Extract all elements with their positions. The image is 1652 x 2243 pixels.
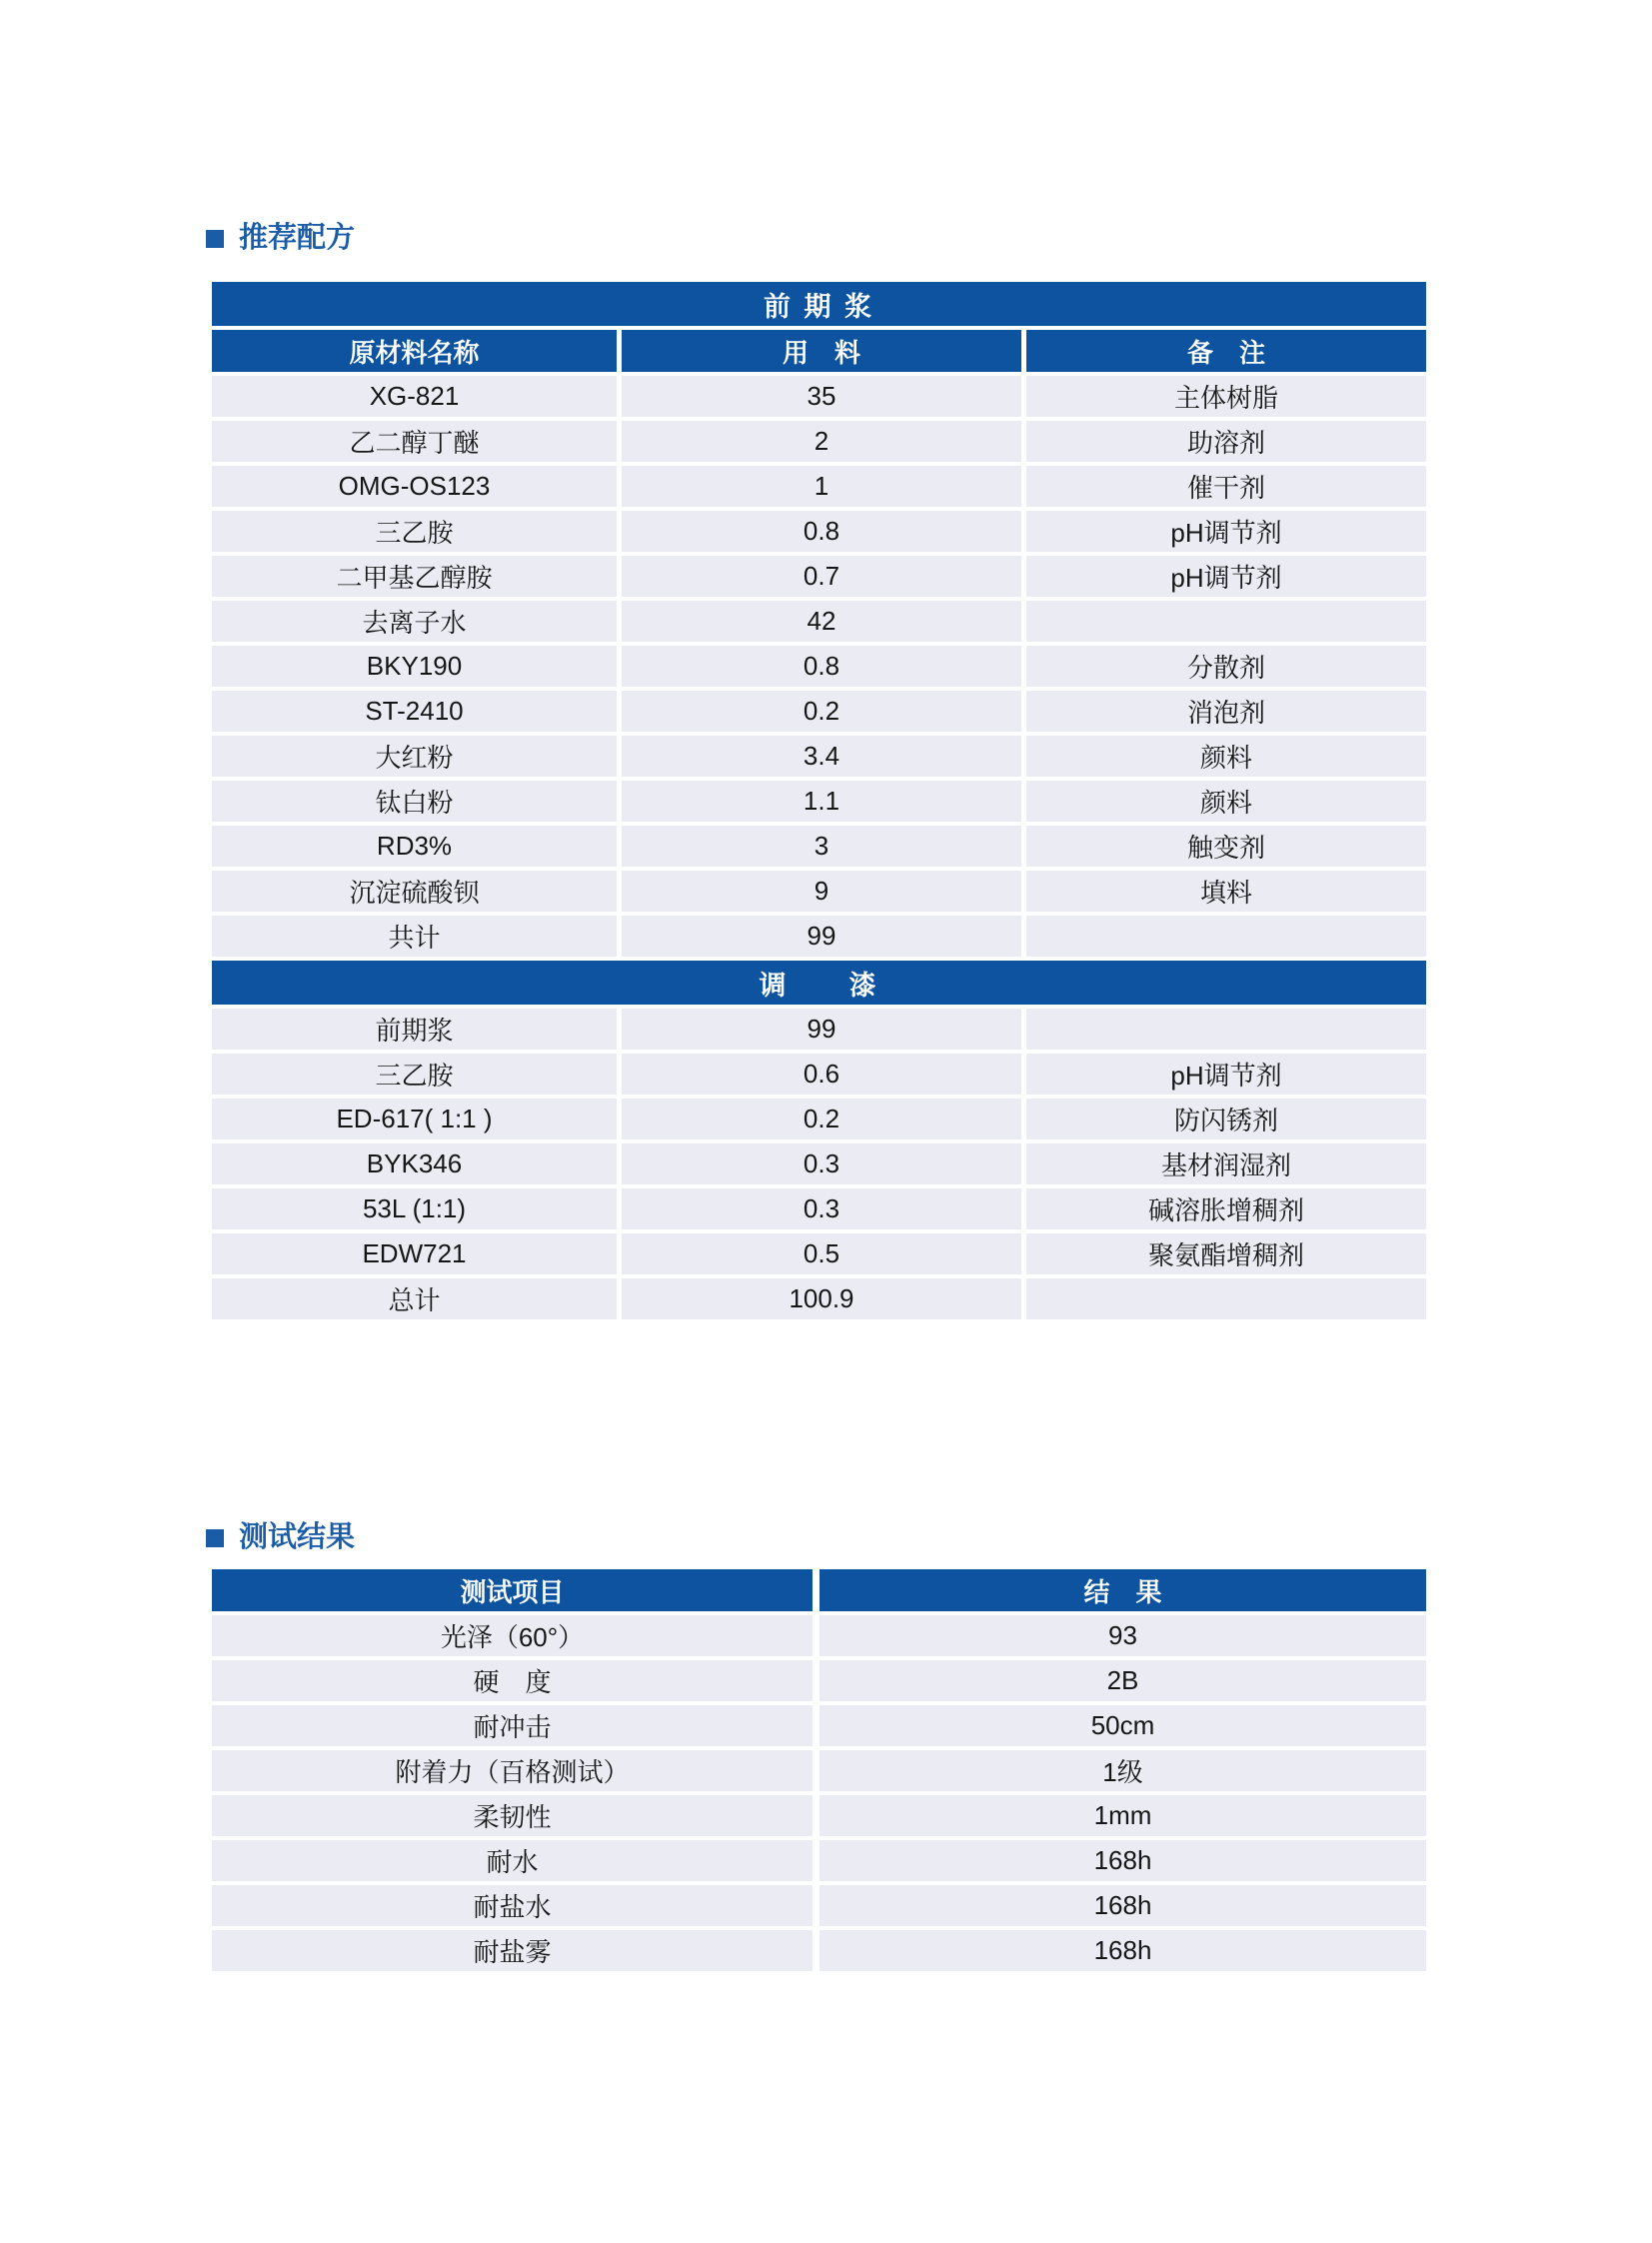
amount-cell: 0.8 <box>622 511 1021 552</box>
test-result-rows <box>212 1615 1426 1971</box>
material-cell: ED-617( 1:1 ) <box>212 1099 617 1139</box>
amount-cell: 2 <box>622 421 1021 462</box>
material-cell: EDW721 <box>212 1233 617 1274</box>
amount-cell: 0.8 <box>622 646 1021 687</box>
test-results-table <box>212 1569 1426 1971</box>
test-item-cell: 硬 度 <box>212 1660 813 1701</box>
material-cell: 总计 <box>212 1278 617 1319</box>
material-cell: 大红粉 <box>212 736 617 777</box>
amount-cell: 0.2 <box>622 691 1021 732</box>
table-row <box>212 736 1426 777</box>
formula-part1-rows <box>212 376 1426 957</box>
material-cell: XG-821 <box>212 376 617 417</box>
amount-cell: 0.5 <box>622 1233 1021 1274</box>
table-row <box>212 1233 1426 1274</box>
table-row <box>212 421 1426 462</box>
table-row <box>212 871 1426 912</box>
section-title-text: 测试结果 <box>239 1521 356 1553</box>
remark-cell: 聚氨酯增稠剂 <box>1026 1233 1426 1274</box>
result-cell: 93 <box>820 1615 1426 1656</box>
column-header-result: 结 果 <box>820 1569 1426 1611</box>
table-row <box>212 826 1426 867</box>
table-row <box>212 556 1426 597</box>
test-item-cell: 耐盐水 <box>212 1885 813 1926</box>
amount-cell: 100.9 <box>622 1278 1021 1319</box>
amount-cell: 9 <box>622 871 1021 912</box>
table-row <box>212 1705 1426 1746</box>
table-row <box>212 1188 1426 1229</box>
material-cell: 钛白粉 <box>212 781 617 822</box>
table-row <box>212 1099 1426 1139</box>
section-bullet-icon <box>206 1529 224 1547</box>
test-item-cell: 光泽（60°） <box>212 1615 813 1656</box>
amount-cell: 3 <box>622 826 1021 867</box>
material-cell: ST-2410 <box>212 691 617 732</box>
test-column-header-row <box>212 1569 1426 1611</box>
remark-cell <box>1026 916 1426 957</box>
amount-cell: 42 <box>622 601 1021 642</box>
material-cell: 前期浆 <box>212 1009 617 1050</box>
column-header-remark: 备 注 <box>1026 330 1426 372</box>
remark-cell: 分散剂 <box>1026 646 1426 687</box>
remark-cell: 颜料 <box>1026 736 1426 777</box>
remark-cell: 主体树脂 <box>1026 376 1426 417</box>
amount-cell: 99 <box>622 916 1021 957</box>
result-cell: 1级 <box>820 1750 1426 1791</box>
table-row <box>212 691 1426 732</box>
remark-cell: 催干剂 <box>1026 466 1426 507</box>
table-row <box>212 1054 1426 1095</box>
remark-cell: 防闪锈剂 <box>1026 1099 1426 1139</box>
formula-table <box>212 282 1426 1319</box>
result-cell: 168h <box>820 1840 1426 1881</box>
remark-cell: pH调节剂 <box>1026 1054 1426 1095</box>
column-header-material: 原材料名称 <box>212 330 617 372</box>
material-cell: 乙二醇丁醚 <box>212 421 617 462</box>
material-cell: 沉淀硫酸钡 <box>212 871 617 912</box>
amount-cell: 0.3 <box>622 1143 1021 1184</box>
remark-cell: 消泡剂 <box>1026 691 1426 732</box>
remark-cell <box>1026 601 1426 642</box>
material-cell: BYK346 <box>212 1143 617 1184</box>
section-title-text: 推荐配方 <box>239 222 356 254</box>
amount-cell: 99 <box>622 1009 1021 1050</box>
test-item-cell: 耐水 <box>212 1840 813 1881</box>
remark-cell: 基材润湿剂 <box>1026 1143 1426 1184</box>
material-cell: 去离子水 <box>212 601 617 642</box>
test-item-cell: 柔韧性 <box>212 1795 813 1836</box>
remark-cell: pH调节剂 <box>1026 556 1426 597</box>
material-cell: 二甲基乙醇胺 <box>212 556 617 597</box>
amount-cell: 3.4 <box>622 736 1021 777</box>
amount-cell: 0.6 <box>622 1054 1021 1095</box>
table-row <box>212 1840 1426 1881</box>
amount-cell: 1.1 <box>622 781 1021 822</box>
table-row <box>212 1885 1426 1926</box>
table-row <box>212 376 1426 417</box>
remark-cell: 助溶剂 <box>1026 421 1426 462</box>
result-cell: 1mm <box>820 1795 1426 1836</box>
test-item-cell: 耐盐雾 <box>212 1930 813 1971</box>
section-bullet-icon <box>206 230 224 248</box>
formula-part1-header: 前 期 浆 <box>212 282 1426 326</box>
remark-cell: 颜料 <box>1026 781 1426 822</box>
table-row <box>212 1143 1426 1184</box>
table-row <box>212 916 1426 957</box>
table-row <box>212 1795 1426 1836</box>
result-cell: 50cm <box>820 1705 1426 1746</box>
amount-cell: 0.3 <box>622 1188 1021 1229</box>
material-cell: 53L (1:1) <box>212 1188 617 1229</box>
material-cell: 三乙胺 <box>212 511 617 552</box>
table-row <box>212 1278 1426 1319</box>
remark-cell <box>1026 1009 1426 1050</box>
remark-cell <box>1026 1278 1426 1319</box>
result-cell: 168h <box>820 1930 1426 1971</box>
material-cell: 三乙胺 <box>212 1054 617 1095</box>
remark-cell: pH调节剂 <box>1026 511 1426 552</box>
test-item-cell: 耐冲击 <box>212 1705 813 1746</box>
material-cell: RD3% <box>212 826 617 867</box>
table-row <box>212 1660 1426 1701</box>
column-header-amount: 用 料 <box>622 330 1021 372</box>
formula-part2-rows <box>212 1009 1426 1319</box>
table-row <box>212 646 1426 687</box>
table-row <box>212 1750 1426 1791</box>
section-title-recommended-formula <box>206 224 355 253</box>
table-row <box>212 1009 1426 1050</box>
result-cell: 168h <box>820 1885 1426 1926</box>
column-header-test-item: 测试项目 <box>212 1569 813 1611</box>
result-cell: 2B <box>820 1660 1426 1701</box>
amount-cell: 0.7 <box>622 556 1021 597</box>
material-cell: 共计 <box>212 916 617 957</box>
remark-cell: 触变剂 <box>1026 826 1426 867</box>
table-row <box>212 1930 1426 1971</box>
formula-part2-header: 调 漆 <box>212 961 1426 1005</box>
test-item-cell: 附着力（百格测试） <box>212 1750 813 1791</box>
amount-cell: 35 <box>622 376 1021 417</box>
amount-cell: 0.2 <box>622 1099 1021 1139</box>
material-cell: BKY190 <box>212 646 617 687</box>
material-cell: OMG-OS123 <box>212 466 617 507</box>
remark-cell: 填料 <box>1026 871 1426 912</box>
table-row <box>212 466 1426 507</box>
amount-cell: 1 <box>622 466 1021 507</box>
table-row <box>212 511 1426 552</box>
remark-cell: 碱溶胀增稠剂 <box>1026 1188 1426 1229</box>
table-row <box>212 601 1426 642</box>
section-title-test-results <box>206 1523 355 1552</box>
table-row <box>212 1615 1426 1656</box>
formula-column-header-row <box>212 330 1426 372</box>
table-row <box>212 781 1426 822</box>
